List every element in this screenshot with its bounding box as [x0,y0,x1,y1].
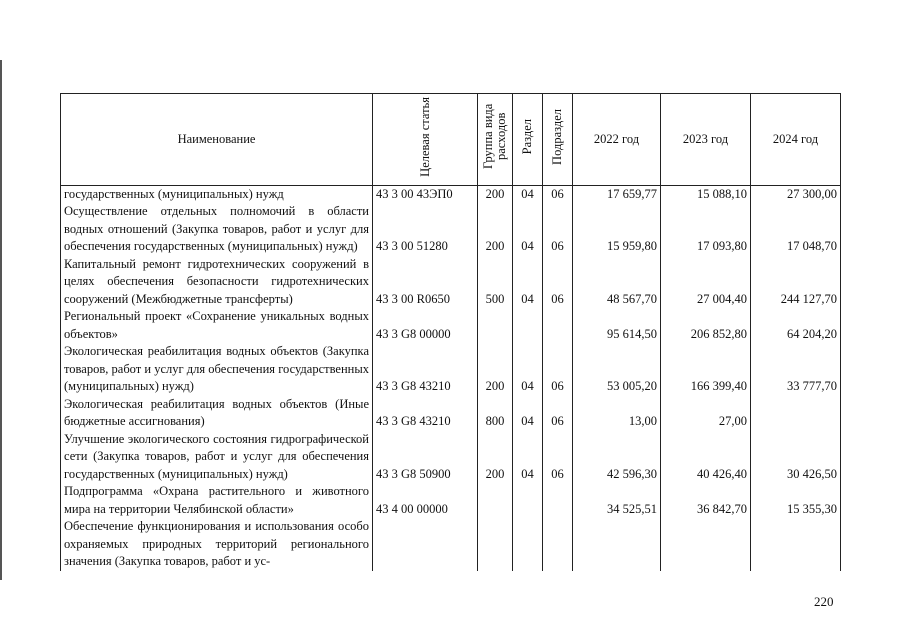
header-year-2024: 2024 год [751,94,841,186]
table-row: Подпрограмма «Охрана растительного и животного мира на территории Челябинской области» 43 4 00 00000 34 525,51 36 842,70 15 355,30 [61,483,841,518]
header-year-2023: 2023 год [661,94,751,186]
table-row: Экологическая реабилитация водных объектов (Закупка товаров, работ и услуг для обеспечения государственных (муниципальных) нужд) 43 3 G8 43210 200 04 06 53 005,20 166 399,40 33 777,70 [61,343,841,396]
page-edge-line [0,60,2,580]
header-target-article: Целевая статья [373,94,478,186]
table-row: Региональный проект «Сохранение уникальных водных объектов» 43 3 G8 00000 95 614,50 206 852,80 64 204,20 [61,308,841,343]
table-row: Улучшение экологического состояния гидрографической сети (Закупка товаров, работ и услуг для обеспечения государственных (муниципальных) нужд) 43 3 G8 50900 200 04 06 42 596,30 40 426,40 30 426,50 [61,431,841,484]
table-row: Обеспечение функционирования и использования особо охраняемых природных территорий регионального значения (Закупка товаров, работ и ус- [61,518,841,571]
table-row: государственных (муниципальных) нужд 43 3 00 43ЭП0 200 04 06 17 659,77 15 088,10 27 300,00 [61,185,841,203]
table-row: Осуществление отдельных полномочий в области водных отношений (Закупка товаров, работ и услуг для обеспечения государственных (муниципальных) нужд) 43 3 00 51280 200 04 06 15 959,80 17 093,80 17 048,70 [61,203,841,256]
header-subsection: Подраздел [543,94,573,186]
page-number: 220 [814,594,834,609]
header-name: Наименование [61,94,373,186]
table-row: Капитальный ремонт гидротехнических сооружений в целях обеспечения безопасности гидротехнических сооружений (Межбюджетные трансферты) 43 3 00 R0650 500 04 06 48 567,70 27 004,40 244 127,70 [61,256,841,309]
header-expense-group: Группа вида расходов [478,94,513,186]
header-section: Раздел [513,94,543,186]
table-row: Экологическая реабилитация водных объектов (Иные бюджетные ассигнования) 43 3 G8 43210 800 04 06 13,00 27,00 [61,396,841,431]
budget-table [60,93,841,571]
header-year-2022: 2022 год [573,94,661,186]
table-header-row [61,94,841,186]
